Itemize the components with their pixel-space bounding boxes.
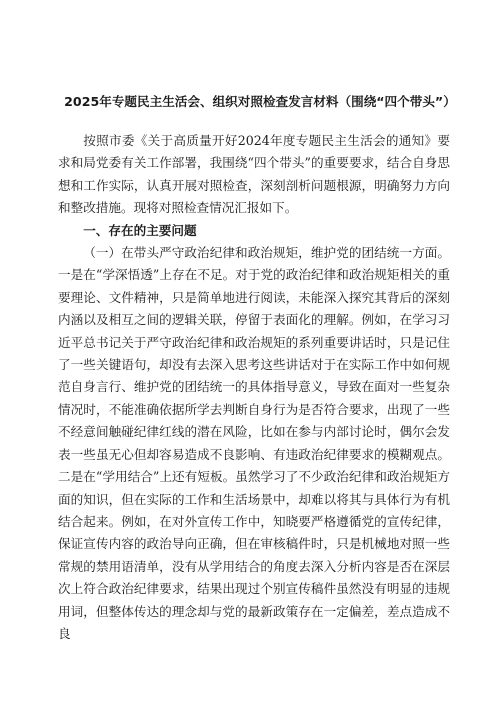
document-title: 2025年专题民主生活会、组织对照检查发言材料（围绕“四个带头”） <box>64 94 456 109</box>
body-paragraph: （一）在带头严守政治纪律和政治规矩，维护党的团结统一方面。一是在“学深悟透”上存在不足。对于党的政治纪律和政治规矩相关的重要理论、文件精神，只是简单地进行阅读，未能深入探究其背后的深刻内涵以及相互之间的逻辑关联，停留于表面化的理解。例如，在学习习近平总书记关于严守政治纪律和政治规矩的系列重要讲话时，只是记住了一些关键语句，却没有去深入思考这些讲话对于在实际工作中如何规范自身言行、维护党的团结统一的具体指导意义，导致在面对一些复杂情况时，不能准确依据所学去判断自身行为是否符合要求，出现了一些不经意间触碰纪律红线的潜在风险，比如在参与内部讨论时，偶尔会发表一些虽无心但却容易造成不良影响、有违政治纪律要求的模糊观点。二是在“学用结合”上还有短板。虽然学习了不少政治纪律和政治规矩方面的知识，但在实际的工作和生活场景中，却难以将其与具体行为有机结合起来。例如，在对外宣传工作中，知晓要严格遵循党的宣传纪律，保证宣传内容的政治导向正确，但在审核稿件时，只是机械地对照一些常规的禁用语清单，没有从学用结合的角度去深入分析内容是否在深层次上符合政治纪律要求，结果出现过个别宣传稿件虽然没有明显的违规用词，但整体传达的理念却与党的最新政策存在一定偏差，差点造成不良 <box>58 245 450 641</box>
document-body <box>58 130 450 645</box>
section-heading: 一、存在的主要问题 <box>83 222 197 238</box>
intro-paragraph: 按照市委《关于高质量开好2024年度专题民主生活会的通知》要求和局党委有关工作部署，我围绕“四个带头”的重要要求，结合自身思想和工作实际，认真开展对照检查，深刻剖析问题根源，明确努力方向和整改措施。现将对照检查情况汇报如下。 <box>58 133 450 216</box>
